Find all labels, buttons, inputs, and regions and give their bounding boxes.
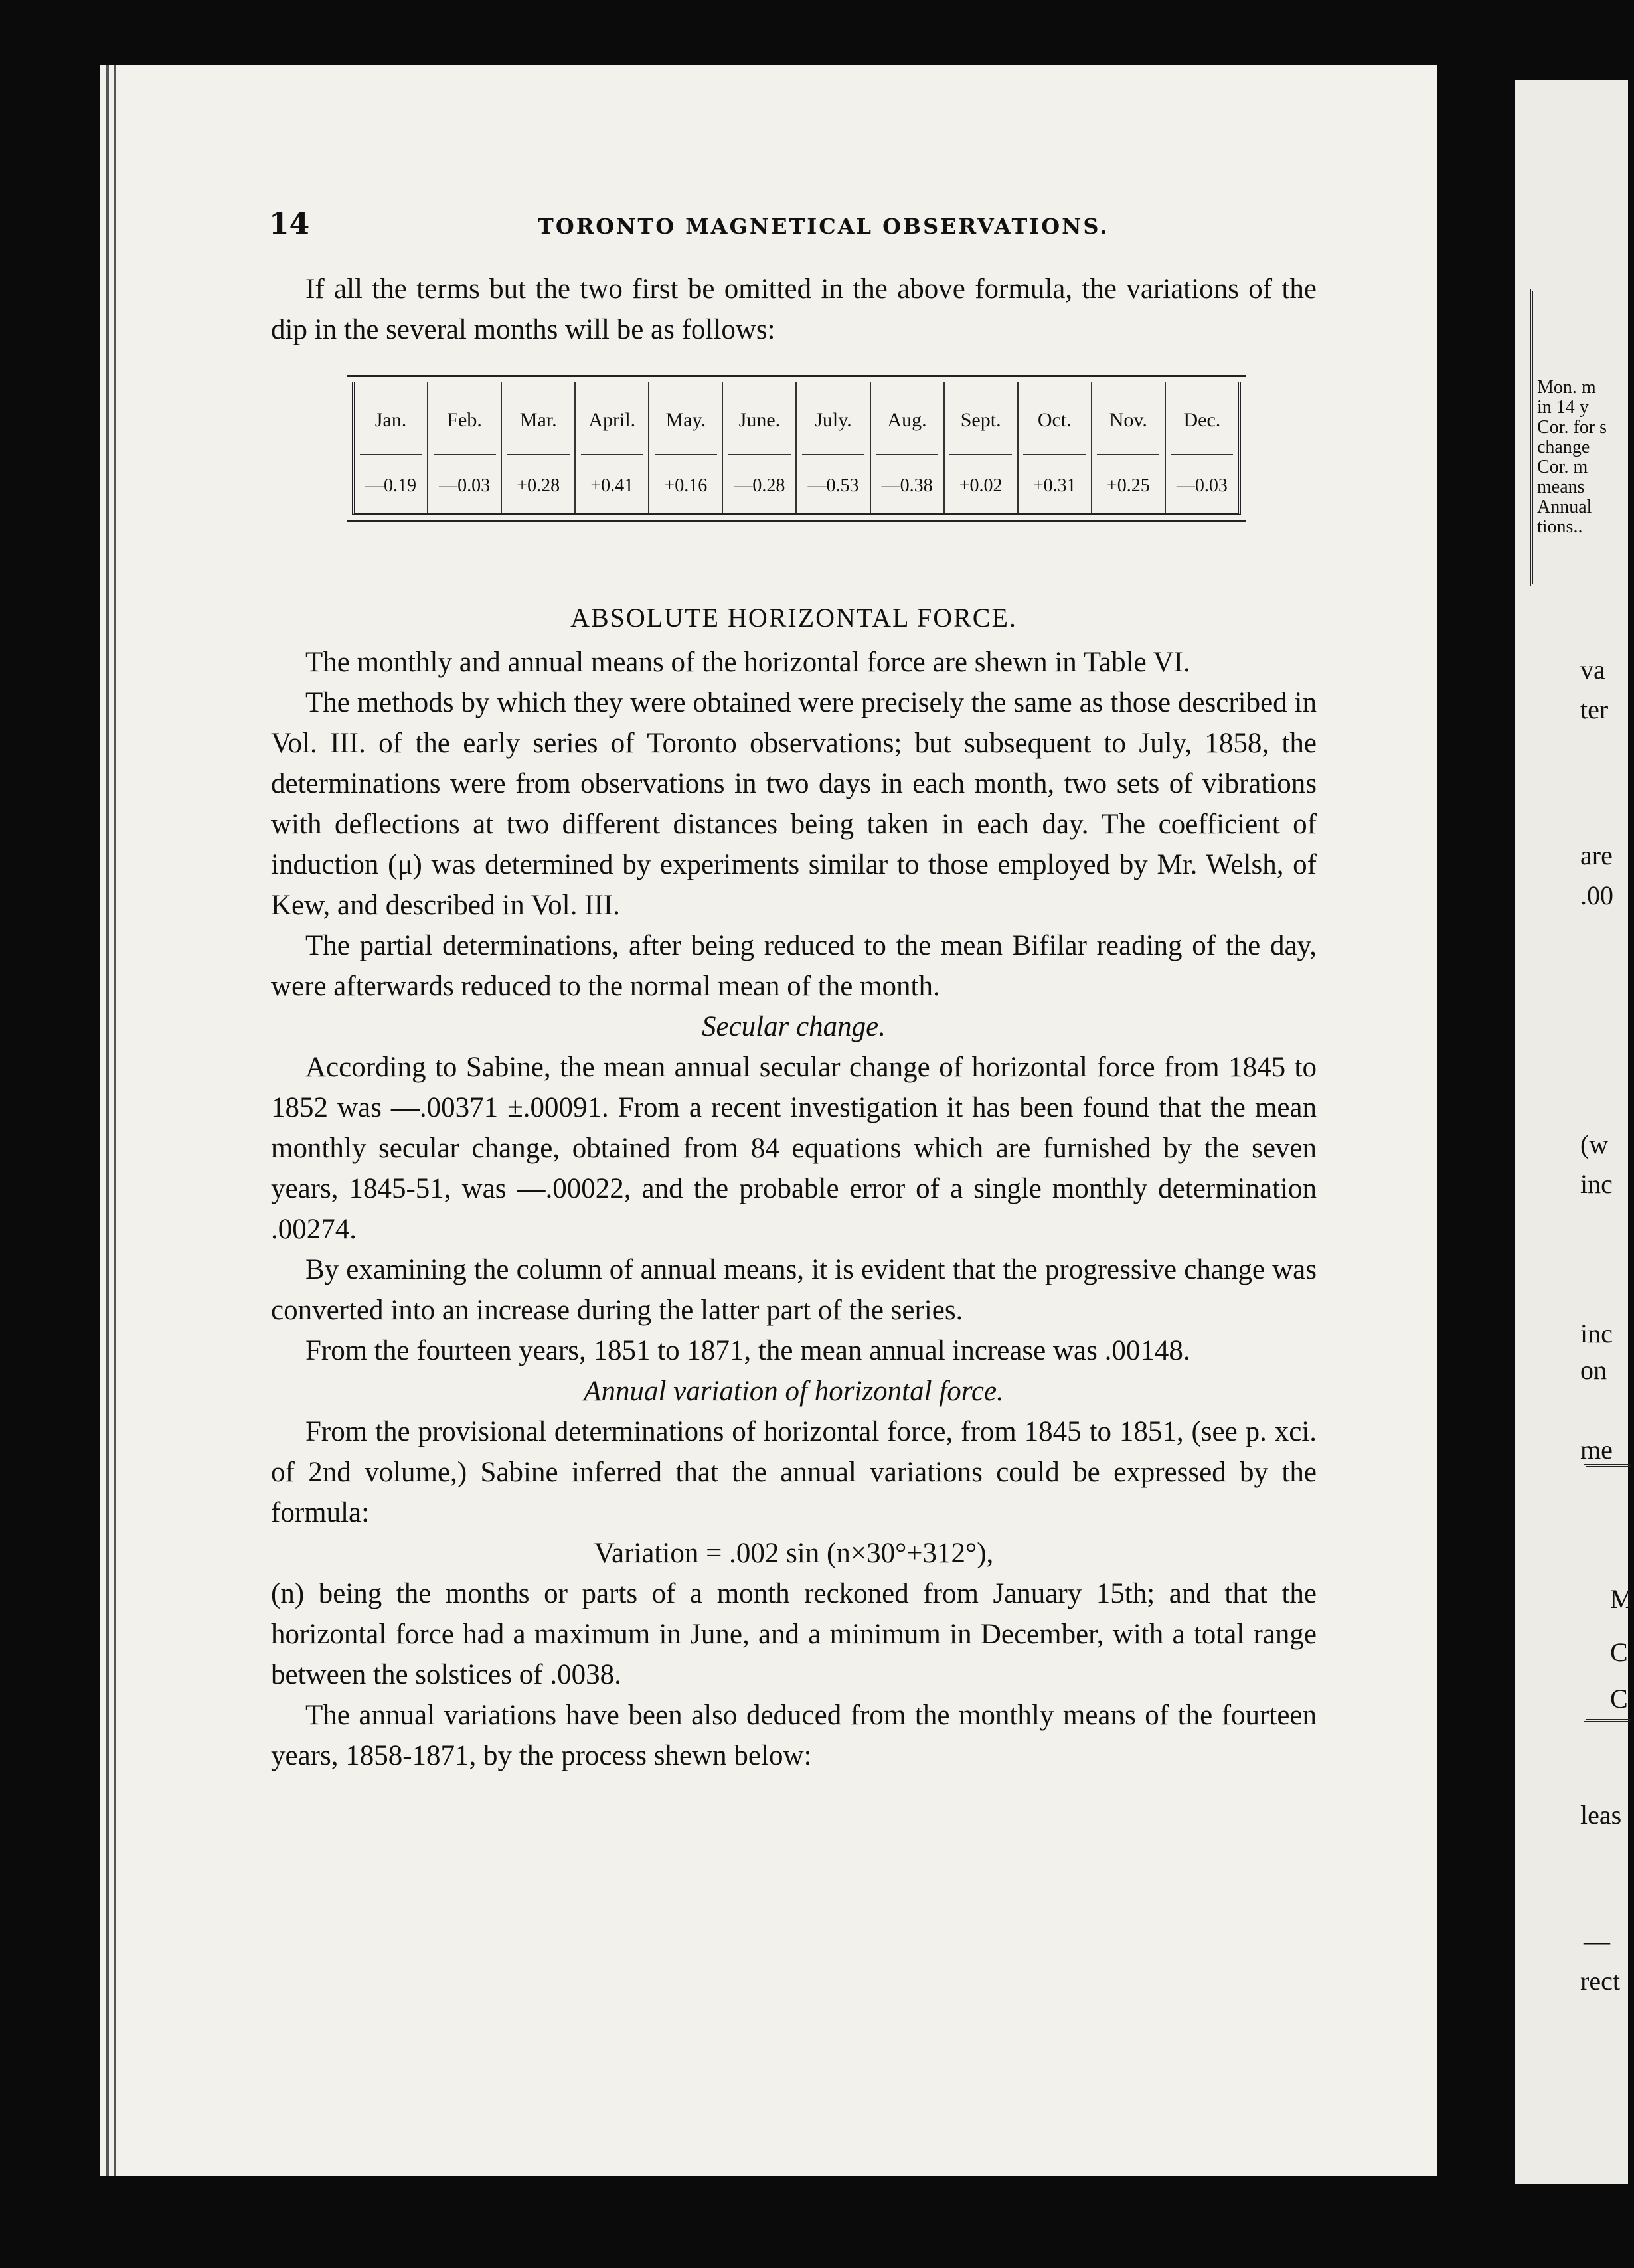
month-header: Oct. [1037,409,1072,431]
dip-col-mar [502,382,576,513]
adjacent-page-table [1530,289,1631,586]
paragraph-8: (n) being the months or parts of a month reckoned from January 15th; and that the horizontal force had a maximum in June, and a minimum in December, with a total range between the solstices of .0038. [271,1578,1317,1690]
paragraph-5: By examining the column of annual means, it is evident that the progressive change was converted into an increase during the latter part of the series. [271,1254,1317,1326]
fragment-word: .00 [1580,880,1613,910]
dip-value: +0.02 [959,475,1003,496]
dip-col-nov [1092,382,1166,513]
dip-col-dec [1166,382,1238,513]
gutter-line [106,65,109,2176]
fragment-word: C [1610,1684,1628,1714]
fragment-word: me [1580,1435,1613,1465]
formula: Variation = .002 sin (n×30°+312°), [594,1538,994,1569]
month-header: July. [815,409,852,431]
page-header [269,207,1331,247]
paragraph-7: From the provisional determinations of horizontal force, from 1845 to 1851, (see p. xci. of 2nd volume,) Sabine inferred that the annual variations could be expressed by the formula: [271,1416,1317,1528]
fragment-word: — [1584,1926,1610,1956]
month-header: Sept. [960,409,1001,431]
dip-value: +0.28 [517,475,560,496]
fragment-word: are [1580,841,1613,870]
dip-table-grid [355,382,1238,513]
month-header: Dec. [1183,409,1221,431]
fragment-line: tions.. [1537,517,1583,537]
dip-value: +0.25 [1106,475,1150,496]
month-header: April. [588,409,636,431]
month-header: May. [665,409,706,431]
fragment-word: (w [1580,1129,1609,1159]
dip-col-jan [355,382,428,513]
fragment-line: Cor. m [1537,457,1588,477]
fragment-word: inc [1580,1319,1613,1348]
dip-col-june [723,382,797,513]
fragment-word: rect [1580,1966,1620,1996]
fragment-line: in 14 y [1537,397,1589,418]
paragraph-6: From the fourteen years, 1851 to 1871, the mean annual increase was .00148. [305,1335,1190,1366]
dip-col-feb [428,382,502,513]
fragment-line: means [1537,477,1585,497]
paragraph-4: According to Sabine, the mean annual secular change of horizontal force from 1845 to 1852 was —.00371 ±.00091. From a recent investigation it has been found that the mean monthly secular change, obtained from 84 equations which are furnished by the seven years, 1845-51, was —.00022, and the probable error of a single monthly determination .00274. [271,1052,1317,1245]
dip-value: —0.03 [1176,475,1228,496]
fragment-word: on [1580,1355,1607,1385]
body-text [271,598,1317,1776]
page-number: 14 [269,207,310,241]
dip-col-aug [871,382,945,513]
month-header: Aug. [887,409,927,431]
dip-value: —0.28 [734,475,785,496]
dip-col-oct [1019,382,1092,513]
fragment-word: va [1580,655,1605,685]
month-header: June. [738,409,781,431]
fragment-line: Cor. for s [1537,417,1607,438]
fragment-line: Mon. m [1537,377,1596,398]
dip-col-may [649,382,723,513]
paragraph-9: The annual variations have been also deduced from the monthly means of the fourteen years, 1858-1871, by the process shewn below: [271,1700,1317,1771]
paragraph-1: The monthly and annual means of the horizontal force are shewn in Table VI. [305,647,1190,678]
section-heading: ABSOLUTE HORIZONTAL FORCE. [570,603,1017,633]
gutter-line [114,65,116,2176]
dip-value: —0.19 [365,475,417,496]
fragment-word: leas [1580,1800,1622,1830]
month-header: Nov. [1109,409,1147,431]
intro-text: If all the terms but the two first be omitted in the above formula, the variations of the dip in the several months will be as follows: [271,274,1317,345]
dip-col-july [797,382,870,513]
running-title: TORONTO MAGNETICAL OBSERVATIONS. [538,214,1109,239]
dip-variation-table [347,375,1246,522]
fragment-word: M [1610,1584,1634,1614]
dip-value: +0.31 [1032,475,1076,496]
fragment-word: inc [1580,1169,1613,1199]
month-header: Jan. [374,409,407,431]
subheading-annual-variation: Annual variation of horizontal force. [584,1376,1004,1407]
subheading-secular-change: Secular change. [701,1011,886,1042]
paragraph-3: The partial determinations, after being reduced to the mean Bifilar reading of the day, were afterwards reduced to the normal mean of the month. [271,930,1317,1002]
fragment-line: Annual [1537,497,1592,517]
dip-value: +0.41 [590,475,634,496]
dip-value: +0.16 [664,475,708,496]
dip-col-april [576,382,649,513]
dip-value: —0.53 [807,475,859,496]
dip-value: —0.03 [439,475,491,496]
paragraph-2: The methods by which they were obtained were precisely the same as those described in Vol. III. of the early series of Toronto observations; but subsequent to July, 1858, the determinations were from observations in two days in each month, two sets of vibrations with deflections at two different distances being taken in each day. The coefficient of induction (μ) was determined by experiments similar to those employed by Mr. Welsh, of Kew, and described in Vol. III. [271,687,1317,921]
dip-col-sept [945,382,1019,513]
month-header: Mar. [519,409,557,431]
intro-paragraph [271,269,1317,350]
fragment-word: ter [1580,694,1609,724]
fragment-line: change [1537,437,1590,457]
fragment-word: C [1610,1637,1628,1667]
dip-value: —0.38 [881,475,933,496]
month-header: Feb. [447,409,482,431]
